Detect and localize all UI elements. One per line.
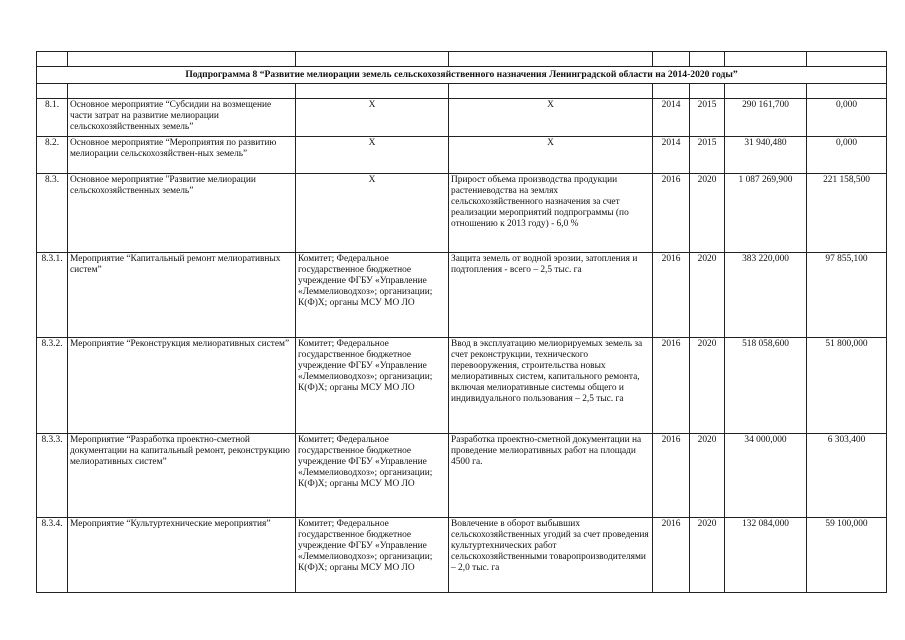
result-cell: Ввод в эксплуатацию мелиорируемых земель за счет реконструкции, технического перевооружения, строительства новых мелиоративных систем, капитального ремонта, включая мелиоративные системы общего и индивидуального пользования – 2,5 тыс. га (449, 338, 653, 434)
subprogram-title: Подпрограмма 8 “Развитие мелиорации земель сельскохозяйственного назначения Ленинградской области на 2014-2020 годы” (37, 67, 887, 84)
activity-name: Мероприятие “Культуртехнические мероприятия” (68, 518, 296, 593)
amount-secondary: 6 303,400 (807, 434, 887, 518)
amount-secondary: 59 100,000 (807, 518, 887, 593)
subprogram-header-row (37, 67, 887, 84)
end-year: 2020 (690, 434, 725, 518)
amount-secondary: 221 158,500 (807, 174, 887, 253)
amount-total: 290 161,700 (725, 99, 807, 137)
amount-secondary: 97 855,100 (807, 253, 887, 338)
start-year: 2016 (653, 518, 690, 593)
row-number: 8.3.3. (37, 434, 68, 518)
amount-total: 383 220,000 (725, 253, 807, 338)
activity-name: Основное мероприятие “Мероприятия по развитию мелиорации сельскохозяйствен-ных земель” (68, 137, 296, 174)
amount-secondary: 51 800,000 (807, 338, 887, 434)
result-cell: Разработка проектно-сметной документации на проведение мелиоративных работ на площади 4500 га. (449, 434, 653, 518)
row-number: 8.3. (37, 174, 68, 253)
amount-total: 1 087 269,900 (725, 174, 807, 253)
spacer-cell (807, 84, 887, 99)
spacer-cell (725, 84, 807, 99)
spacer-cell (37, 84, 68, 99)
start-year: 2014 (653, 137, 690, 174)
start-year: 2016 (653, 253, 690, 338)
spacer-cell (68, 52, 296, 67)
amount-total: 31 940,480 (725, 137, 807, 174)
start-year: 2016 (653, 338, 690, 434)
responsible-cell: Х (296, 137, 449, 174)
start-year: 2014 (653, 99, 690, 137)
row-number: 8.1. (37, 99, 68, 137)
activity-name: Мероприятие “Капитальный ремонт мелиоративных систем” (68, 253, 296, 338)
amount-total: 132 084,000 (725, 518, 807, 593)
spacer-cell (37, 52, 68, 67)
spacer-cell (653, 52, 690, 67)
table-row (37, 137, 887, 174)
spacer-cell (296, 52, 449, 67)
spacer-cell (449, 52, 653, 67)
table-top-spacer-row (37, 52, 887, 67)
result-cell: Х (449, 99, 653, 137)
result-cell: Х (449, 137, 653, 174)
spacer-cell (449, 84, 653, 99)
end-year: 2020 (690, 518, 725, 593)
table-row (37, 338, 887, 434)
responsible-cell: Х (296, 174, 449, 253)
result-cell: Защита земель от водной эрозии, затопления и подтопления - всего – 2,5 тыс. га (449, 253, 653, 338)
table-row (37, 174, 887, 253)
spacer-cell (653, 84, 690, 99)
row-number: 8.3.4. (37, 518, 68, 593)
spacer-cell (807, 52, 887, 67)
program-table (36, 51, 887, 593)
row-number: 8.2. (37, 137, 68, 174)
end-year: 2015 (690, 137, 725, 174)
spacer-cell (296, 84, 449, 99)
responsible-cell: Х (296, 99, 449, 137)
responsible-cell: Комитет; Федеральное государственное бюджетное учреждение ФГБУ «Управление «Леммелиоводхоз»; организации; К(Ф)Х; органы МСУ МО ЛО (296, 434, 449, 518)
table-row (37, 434, 887, 518)
responsible-cell: Комитет; Федеральное государственное бюджетное учреждение ФГБУ «Управление «Леммелиоводхоз»; организации; К(Ф)Х; органы МСУ МО ЛО (296, 518, 449, 593)
start-year: 2016 (653, 174, 690, 253)
start-year: 2016 (653, 434, 690, 518)
spacer-cell (690, 52, 725, 67)
end-year: 2020 (690, 174, 725, 253)
amount-secondary: 0,000 (807, 99, 887, 137)
table-row (37, 253, 887, 338)
amount-total: 34 000,000 (725, 434, 807, 518)
responsible-cell: Комитет; Федеральное государственное бюджетное учреждение ФГБУ «Управление «Леммелиоводхоз»; организации; К(Ф)Х; органы МСУ МО ЛО (296, 338, 449, 434)
amount-total: 518 058,600 (725, 338, 807, 434)
result-cell: Прирост объема производства продукции растениеводства на землях сельскохозяйственного назначения за счет реализации мероприятий подпрограммы (по отношению к 2013 году) - 6,0 % (449, 174, 653, 253)
activity-name: Основное мероприятие "Развитие мелиорации сельскохозяйственных земель” (68, 174, 296, 253)
end-year: 2020 (690, 253, 725, 338)
row-number: 8.3.2. (37, 338, 68, 434)
spacer-cell (725, 52, 807, 67)
spacer-cell (690, 84, 725, 99)
activity-name: Мероприятие “Реконструкция мелиоративных систем” (68, 338, 296, 434)
activity-name: Основное мероприятие “Субсидии на возмещение части затрат на развитие мелиорации сельскохозяйственных земель” (68, 99, 296, 137)
amount-secondary: 0,000 (807, 137, 887, 174)
spacer-cell (68, 84, 296, 99)
result-cell: Вовлечение в оборот выбывших сельскохозяйственных угодий за счет проведения культуртехнических работ сельскохозяйственными товаропроизводителями – 2,0 тыс. га (449, 518, 653, 593)
table-row (37, 99, 887, 137)
end-year: 2020 (690, 338, 725, 434)
table-row (37, 518, 887, 593)
end-year: 2015 (690, 99, 725, 137)
row-number: 8.3.1. (37, 253, 68, 338)
responsible-cell: Комитет; Федеральное государственное бюджетное учреждение ФГБУ «Управление «Леммелиоводхоз»; организации; К(Ф)Х; органы МСУ МО ЛО (296, 253, 449, 338)
activity-name: Мероприятие “Разработка проектно-сметной документации на капитальный ремонт, реконструкцию мелиоративных систем” (68, 434, 296, 518)
table-spacer-row (37, 84, 887, 99)
